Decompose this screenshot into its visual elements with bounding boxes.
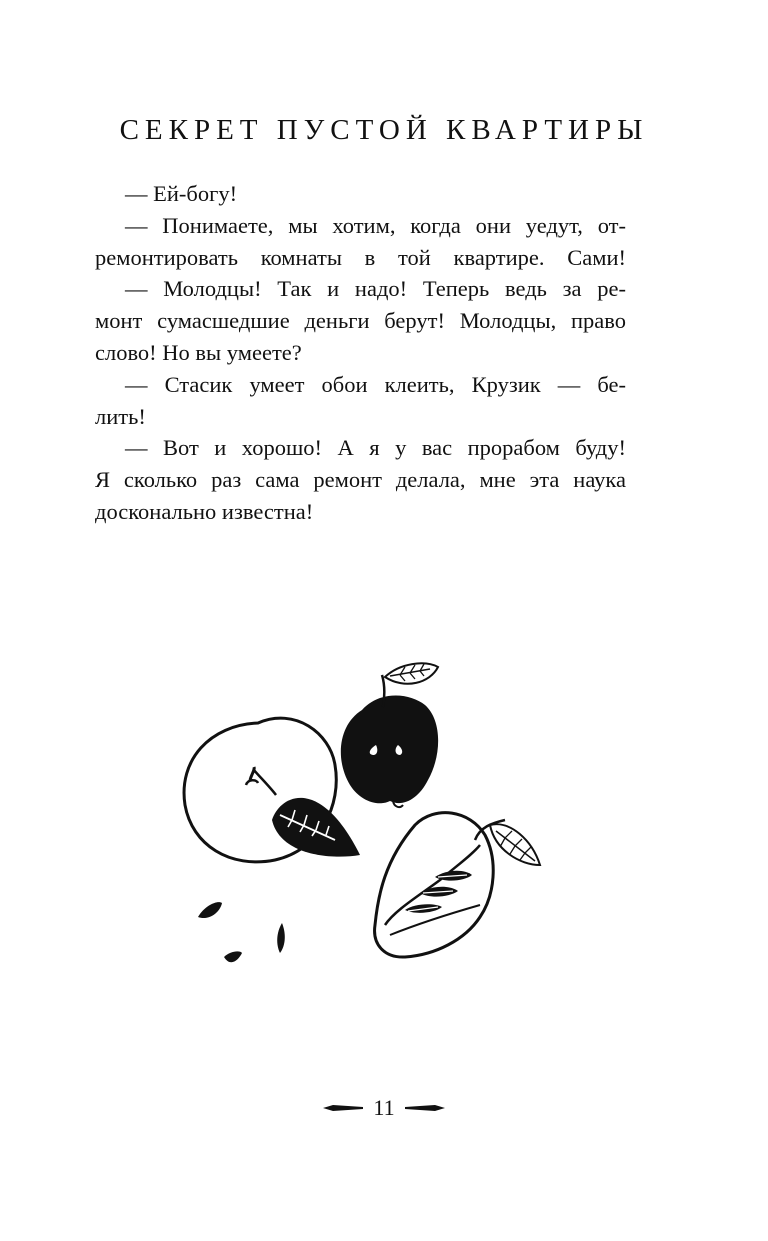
right-dash-ornament	[405, 1103, 445, 1113]
text-line: досконально известна!	[95, 498, 314, 524]
text-line: — Стасик умеет обои клеить, Крузик — бе-	[125, 371, 626, 397]
text-line: — Вот и хорошо! А я у вас прорабом буду!	[125, 435, 626, 461]
body-text	[95, 178, 626, 528]
text-line: — Молодцы! Так и надо! Теперь ведь за ре-	[125, 276, 626, 302]
text-line: Я сколько раз сама ремонт делала, мне эта наука	[95, 467, 626, 493]
text-line: — Ей-богу!	[125, 181, 238, 206]
text-line: ремонтировать комнаты в той квартире. Сами!	[95, 244, 626, 270]
cut-apple-half	[375, 813, 505, 957]
leaf-striped	[385, 663, 438, 683]
page-number: 11	[373, 1095, 395, 1120]
apples-illustration	[180, 655, 550, 980]
text-line: монт сумасшедшие деньги берут! Молодцы, право	[95, 308, 626, 334]
text-line: лить!	[95, 403, 146, 429]
seeds	[198, 902, 285, 962]
page-folio	[0, 1093, 768, 1123]
leaf-striped-right	[490, 824, 540, 865]
black-apple	[341, 675, 438, 807]
text-line: слово! Но вы умеете?	[95, 339, 302, 365]
text-line: — Понимаете, мы хотим, когда они уедут, от-	[125, 212, 626, 238]
running-title: СЕКРЕТ ПУСТОЙ КВАРТИРЫ	[119, 114, 649, 146]
left-dash-ornament	[323, 1103, 363, 1113]
